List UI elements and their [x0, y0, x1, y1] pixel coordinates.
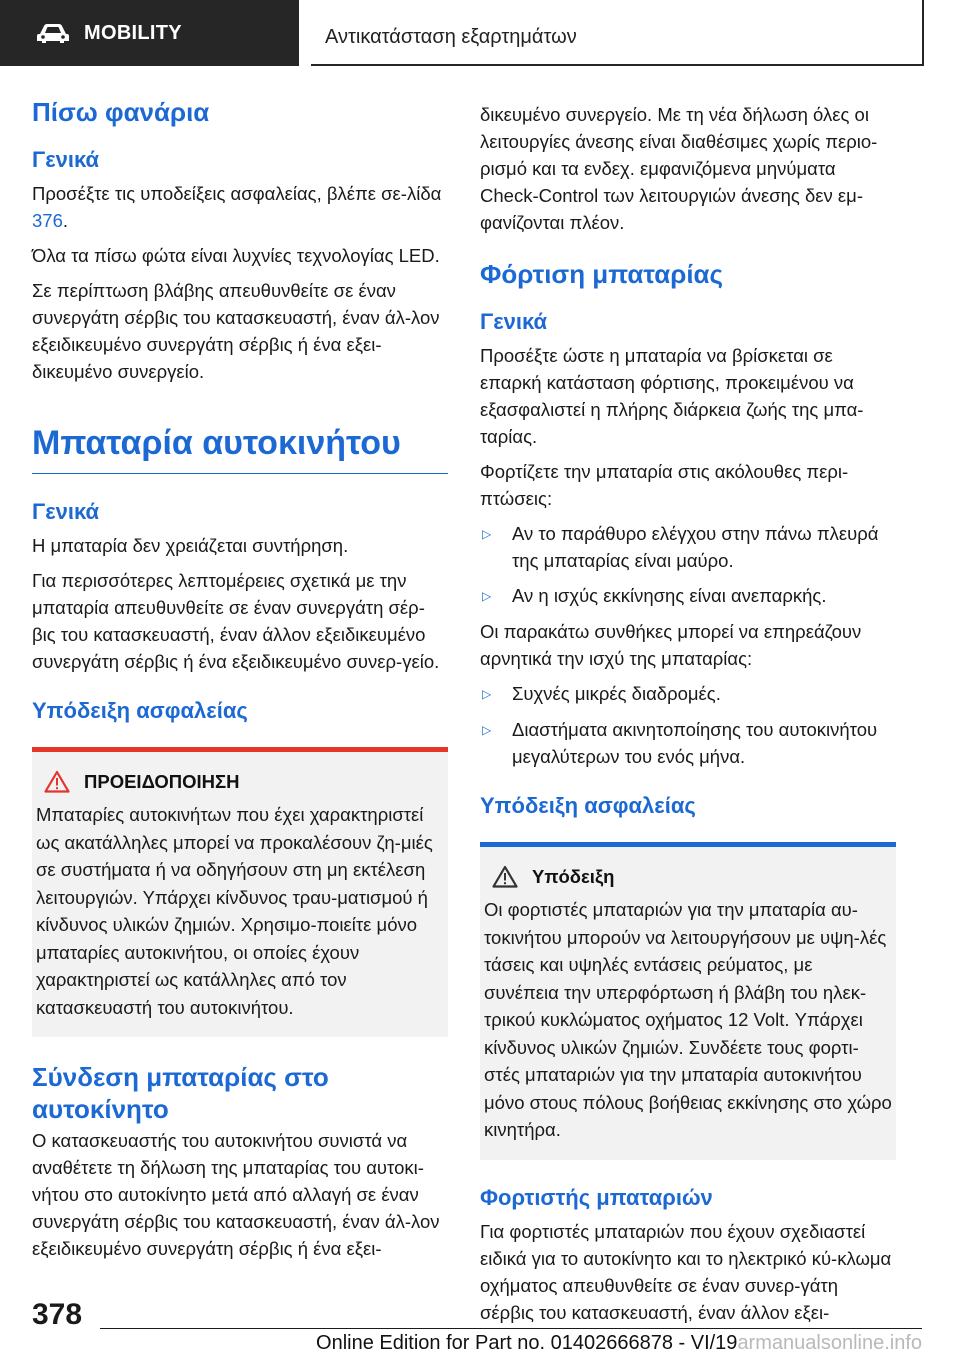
- list-item-text: Συχνές μικρές διαδρομές.: [512, 683, 721, 704]
- triangle-right-icon: ▷: [482, 589, 492, 603]
- battery-conditions-paragraph: Οι παρακάτω συνθήκες μπορεί να επηρεάζουν αρνητικά την ισχύ της μπαταρίας:: [480, 621, 862, 669]
- warning-box-header: [32, 770, 448, 801]
- warning-triangle-icon: [492, 865, 518, 888]
- list-item-text: Αν η ισχύς εκκίνησης είναι ανεπαρκής.: [512, 585, 827, 606]
- header-section-tab: [0, 0, 299, 66]
- list-item: [480, 716, 896, 770]
- rear-lights-safety-period: .: [62, 210, 69, 231]
- list-item: [480, 582, 896, 610]
- note-text: Οι φορτιστές μπαταριών για την μπαταρία αυ-τοκινήτου μπορούν να λειτουργήσουν με υψη-λές τάσεις και υψηλές εντάσεις ρεύματος, με συνέπεια την υπερφόρτωση ή βλάβη του ηλεκ-τρικού κυκλώματος οχήματος 12 Volt. Υπάρχει κίνδυνος υλικών ζημιών. Συνδέετε τους φορτι-στές μπαταριών για την μπαταρία αυτοκινήτου μόνο στους πόλους βοήθειας εκκίνησης στο χώρο κινητήρα.: [484, 899, 892, 1140]
- triangle-right-icon: ▷: [482, 723, 492, 737]
- rear-lights-heading: Πίσω φανάρια: [32, 97, 210, 127]
- charging-general-heading: Γενικά: [480, 309, 548, 334]
- battery-general-heading: Γενικά: [32, 499, 100, 524]
- footer-edition: [316, 1332, 922, 1355]
- page-number: 378: [32, 1298, 83, 1331]
- triangle-right-icon: ▷: [482, 527, 492, 541]
- battery-details-paragraph: Για περισσότερες λεπτομέρειες σχετικά με την μπαταρία απευθυνθείτε σε έναν συνεργάτη σέρ-βις του κατασκευαστή, έναν άλλον εξειδικευμένο συνεργάτη σέρβις ή ένα εξειδικευμένο συνερ-γείο.: [32, 570, 440, 672]
- battery-charging-heading: Φόρτιση μπαταρίας: [480, 259, 724, 289]
- battery-chargers-paragraph: Για φορτιστές μπαταριών που έχουν σχεδιαστεί ειδικά για το αυτοκίνητο και το ηλεκτρικό κύ-κλωμα οχήματος απευθυνθείτε σε έναν συνερ-γάτη σέρβις του κατασκευαστή, έναν άλλον εξει-: [480, 1220, 892, 1323]
- battery-connection-paragraph: Ο κατασκευαστής του αυτοκινήτου συνιστά να αναθέτετε τη δήλωση της μπαταρίας του αυτοκι-νήτου στο αυτοκίνητο μετά από αλλαγή σε έναν συνεργάτη σέρβις του κατασκευαστή, έναν άλ-λον εξειδικευμένο συνεργάτη σέρβις ή ένα εξει-: [32, 1130, 440, 1259]
- warning-title: ΠΡΟΕΙΔΟΠΟΙΗΣΗ: [84, 770, 240, 792]
- rear-lights-safety-text: Προσέξτε τις υποδείξεις ασφαλείας, βλέπε σε-λίδα: [32, 183, 442, 204]
- rear-lights-service-paragraph: Σε περίπτωση βλάβης απευθυνθείτε σε έναν συνεργάτη σέρβις του κατασκευαστή, έναν άλ-λον εξειδικευμένο συνεργάτη σέρβις ή ένα εξει-δικευμένο συνεργείο.: [32, 280, 440, 382]
- list-item: [480, 520, 896, 574]
- charging-safety-heading: Υπόδειξη ασφαλείας: [480, 793, 696, 818]
- car-icon: [36, 22, 70, 44]
- warning-triangle-icon: [44, 770, 70, 793]
- battery-connection-heading: Σύνδεση μπαταρίας στο αυτοκίνητο: [32, 1062, 329, 1124]
- note-box-header: [480, 865, 896, 896]
- footer-divider: [100, 1328, 922, 1329]
- heading-divider: [32, 473, 448, 474]
- section-label: MOBILITY: [84, 21, 182, 44]
- rear-lights-safety-paragraph: [32, 180, 448, 234]
- chapter-header: [311, 0, 924, 66]
- registration-continued-paragraph: δικευμένο συνεργείο. Με τη νέα δήλωση όλες οι λειτουργίες άνεσης είναι διαθέσιμες χωρίς περιο-ρισμό και τα ενδεχ. εμφανιζόμενα μηνύματα Check-Control των λειτουργιών άνεσης δεν εμ-φανίζονται πλέον.: [480, 104, 878, 233]
- list-item-text: Αν το παράθυρο ελέγχου στην πάνω πλευρά της μπαταρίας είναι μαύρο.: [512, 523, 879, 571]
- rear-lights-led-paragraph: Όλα τα πίσω φώτα είναι λυχνίες τεχνολογίας LED.: [32, 245, 440, 266]
- right-column: [480, 101, 896, 1334]
- edition-text: Online Edition for Part no. 01402666878 - VI/19: [316, 1332, 738, 1354]
- note-box: [480, 847, 896, 1160]
- rear-lights-general-heading: Γενικά: [32, 147, 100, 172]
- left-column: [32, 96, 448, 1270]
- warning-box: [32, 752, 448, 1037]
- page-reference-link[interactable]: 376: [32, 210, 63, 231]
- battery-maintenance-paragraph: Η μπαταρία δεν χρειάζεται συντήρηση.: [32, 535, 349, 556]
- list-item-text: Διαστήματα ακινητοποίησης του αυτοκινήτου μεγαλύτερων του ενός μήνα.: [512, 719, 878, 767]
- chapter-title: Αντικατάσταση εξαρτημάτων: [325, 26, 577, 48]
- note-title: Υπόδειξη: [532, 865, 615, 887]
- triangle-right-icon: ▷: [482, 687, 492, 701]
- charging-state-paragraph: Προσέξτε ώστε η μπαταρία να βρίσκεται σε επαρκή κατάσταση φόρτισης, προκειμένου να εξασφαλιστεί η πλήρης διάρκεια ζωής της μπα-ταρίας.: [480, 345, 864, 447]
- battery-safety-heading: Υπόδειξη ασφαλείας: [32, 698, 248, 723]
- battery-heading: Μπαταρία αυτοκινήτου: [32, 424, 401, 462]
- list-item: [480, 680, 896, 708]
- battery-chargers-heading: Φορτιστής μπαταριών: [480, 1184, 713, 1210]
- watermark-text: armanualsonline.info: [737, 1332, 922, 1354]
- charging-cases-paragraph: Φορτίζετε την μπαταρία στις ακόλουθες περι-πτώσεις:: [480, 461, 849, 509]
- warning-text: Μπαταρίες αυτοκινήτων που έχει χαρακτηριστεί ως ακατάλληλες μπορεί να προκαλέσουν ζη-μιές σε συστήματα ή να οδηγήσουν στη μη εκτέλεση λειτουργιών. Υπάρχει κίνδυνος τραυ-ματισμού ή κίνδυνος υλικών ζημιών. Χρησιμο-ποιείτε μόνο μπαταρίες αυτοκινήτου, οι οποίες έχουν χαρακτηριστεί ως κατάλληλες από τον κατασκευαστή του αυτοκινήτου.: [36, 804, 433, 1018]
